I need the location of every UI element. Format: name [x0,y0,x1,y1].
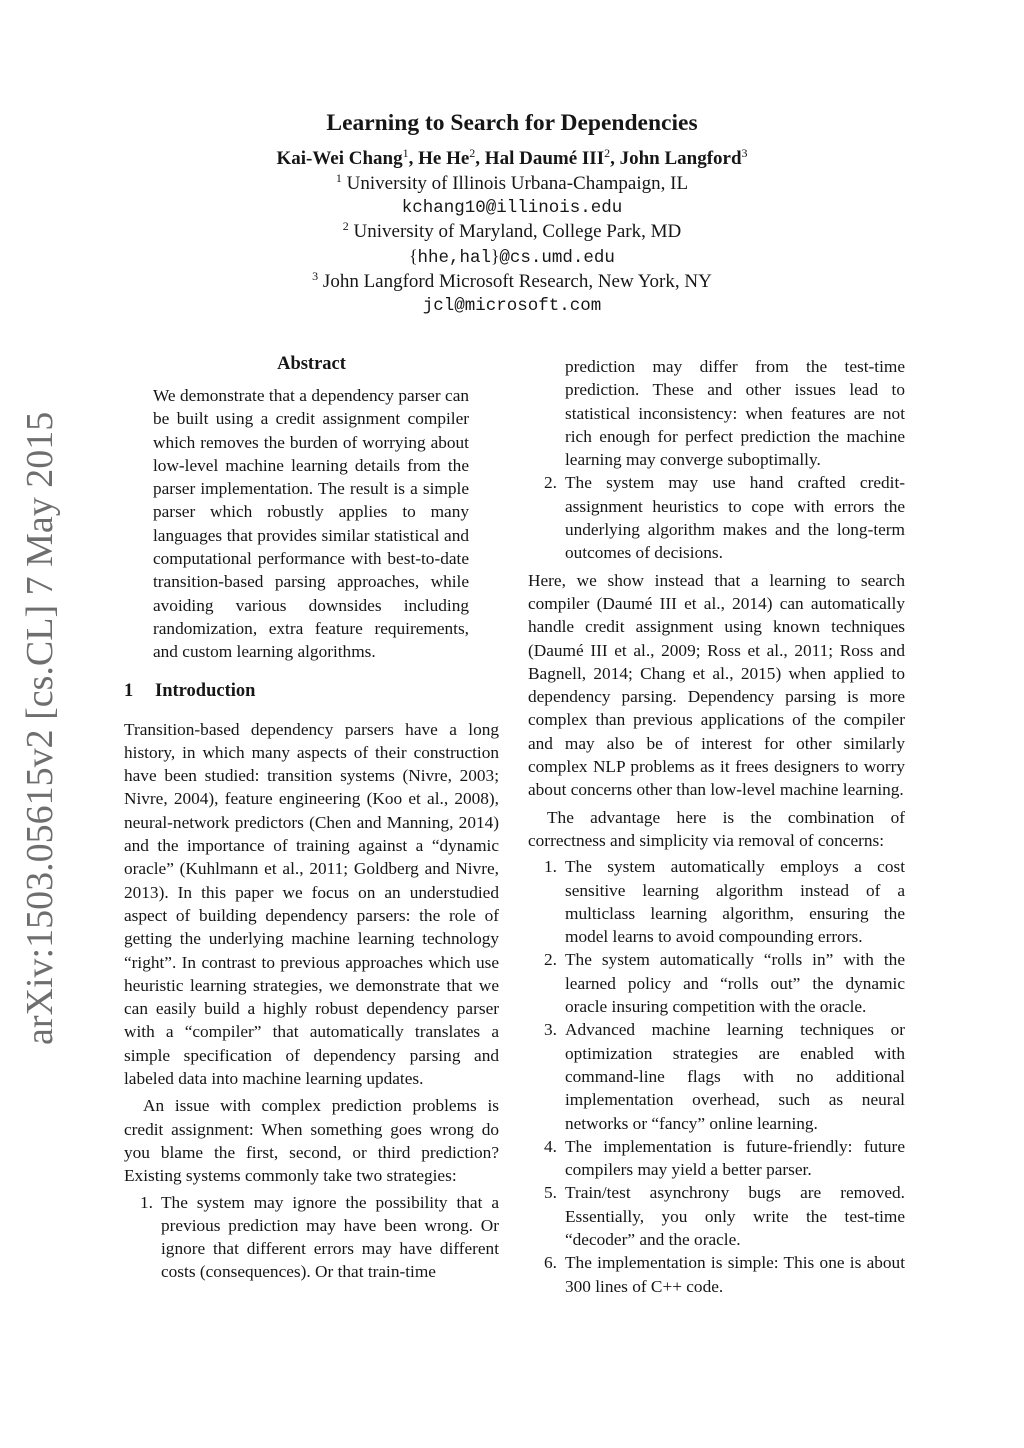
list-item [528,855,905,948]
list-item [528,1018,905,1134]
list-marker: 6. [544,1253,557,1273]
list-item [528,1181,905,1251]
list-item-text: Train/test asynchrony bugs are removed. Essentially, you only write the test-time “decoder” and the oracle. [565,1183,905,1249]
affiliation-mark: 2 [342,219,349,233]
arxiv-identifier: arXiv:1503.05615v2 [cs.CL] 7 May 2015 [19,411,61,1045]
right-column [528,355,905,1298]
paragraph: An issue with complex prediction problems is credit assignment: When something goes wrong do you blame the first, second, or third prediction? Existing systems commonly take two strategies: [124,1096,499,1186]
author-list: Kai-Wei Chang$^1$, He He$^2$, Hal Daumé III$^2$, John Langford$^3$ [276,146,748,169]
author-email: kchang10@illinois.edu [401,198,623,218]
email-domain: @cs.umd.edu [499,248,615,268]
paragraph: The advantage here is the combination of correctness and simplicity via removal of concerns: [528,807,905,850]
list-item [124,1191,499,1284]
list-marker: 4. [544,1136,557,1156]
author-email: jcl@microsoft.com [422,296,602,316]
author-affiliation-mark: 2 [469,146,476,160]
strategy-list [124,1191,499,1284]
paper-title: Learning to Search for Dependencies [326,110,698,136]
list-item-text: The implementation is simple: This one is about 300 lines of C++ code. [565,1253,905,1296]
author-name: John Langford [619,148,742,169]
author-email [0,244,1024,270]
author-name: He He [418,148,470,169]
left-column [124,352,499,1284]
section-title: Introduction [155,680,256,701]
list-item-text: The system may use hand crafted credit-assignment heuristics to cope with errors the underlying algorithm makes and the long-term outcomes of decisions. [565,473,905,563]
author-affiliation-mark: 2 [604,146,611,160]
affiliation-mark: 1 [335,171,342,185]
affiliation-name: University of Illinois Urbana-Champaign, IL [346,173,689,194]
list-item-continued [528,355,905,471]
list-item [528,1135,905,1182]
section-number: 1 [124,680,134,701]
author-affiliation-mark: 3 [741,146,748,160]
email-brace-open: { [409,246,418,266]
list-item [528,948,905,1018]
list-item-text: Advanced machine learning techniques or optimization strategies are enabled with command-line flags with no additional implementation overhead, such as neural networks or “fancy” online learning. [565,1020,905,1133]
author-name: Kai-Wei Chang [276,148,403,169]
affiliation [0,172,1024,196]
paragraph: Transition-based dependency parsers have a long history, in which many aspects of their construction have been studied: transition systems (Nivre, 2003; Nivre, 2004), feature engineering (Koo et al., 2008), neural-network predictors (Chen and Manning, 2014) and the importance of training against a “dynamic oracle” (Kuhlmann et al., 2011; Goldberg and Nivre, 2013). In this paper we focus on an understudied aspect of building dependency parsers: the role of getting the underlying machine learning technology “right”. In contrast to previous approaches which use heuristic learning strategies, we demonstrate that we can easily build a highly robust dependency parser with a “compiler” that automatically translates a simple specification of dependency parsing and labeled data into machine learning updates. [124,719,499,1089]
list-item-text: The implementation is future-friendly: future compilers may yield a better parser. [565,1136,905,1180]
list-marker: 1. [544,857,557,877]
list-item [528,471,905,564]
list-item-text: prediction may differ from the test-time prediction. These and other issues lead to statistical inconsistency: when features are not rich enough for perfect prediction the machine learning may converge suboptimally. [565,357,905,470]
abstract-text: We demonstrate that a dependency parser can be built using a credit assignment compiler which removes the burden of worrying about low-level machine learning details from the parser implementation. The result is a simple parser which robustly applies to many languages that provides similar statistical and computational performance with best-to-date transition-based parsing approaches, while avoiding various downsides including randomization, extra feature requirements, and custom learning algorithms. [153,386,469,662]
affiliation [0,270,1024,294]
email-users: hhe,hal [417,248,491,268]
strategy-list-continued [528,355,905,565]
affiliation-name: John Langford Microsoft Research, New York, NY [322,271,712,292]
author-name: Hal Daumé III [484,148,605,169]
list-item-text: The system automatically employs a cost sensitive learning algorithm instead of a multiclass learning algorithm, ensuring the model learns to avoid compounding errors. [565,857,905,947]
list-marker: 1. [140,1192,153,1212]
list-item [528,1251,905,1298]
paragraph: Here, we show instead that a learning to search compiler (Daumé III et al., 2014) can automatically handle credit assignment using known techniques (Daumé III et al., 2009; Ross et al., 2011; Ross and Bagnell, 2014; Chang et al., 2015) when applied to dependency parsing. Dependency parsing is more complex than previous applications of the compiler and may also be of interest for other similarly complex NLP problems as it frees designers to worry about concerns other than low-level machine learning. [528,570,905,800]
affiliation [0,220,1024,244]
affiliation-mark: 3 [312,269,319,283]
list-marker: 3. [544,1020,557,1040]
list-item-text: The system may ignore the possibility that a previous prediction may have been wrong. Or ignore that different errors may have different costs (consequences). Or that train-time [161,1192,499,1282]
author-affiliation-mark: 1 [402,146,409,160]
list-marker: 2. [544,473,557,493]
list-marker: 2. [544,950,557,970]
email-brace-close: } [490,246,500,266]
section-heading [124,679,499,703]
affiliation-name: University of Maryland, College Park, MD [353,221,682,242]
list-item-text: The system automatically “rolls in” with the learned policy and “rolls out” the dynamic oracle insuring competition with the oracle. [565,950,905,1017]
abstract-heading: Abstract [277,354,346,374]
list-marker: 5. [544,1183,557,1203]
paper-header [0,106,1024,318]
advantage-list [528,855,905,1298]
